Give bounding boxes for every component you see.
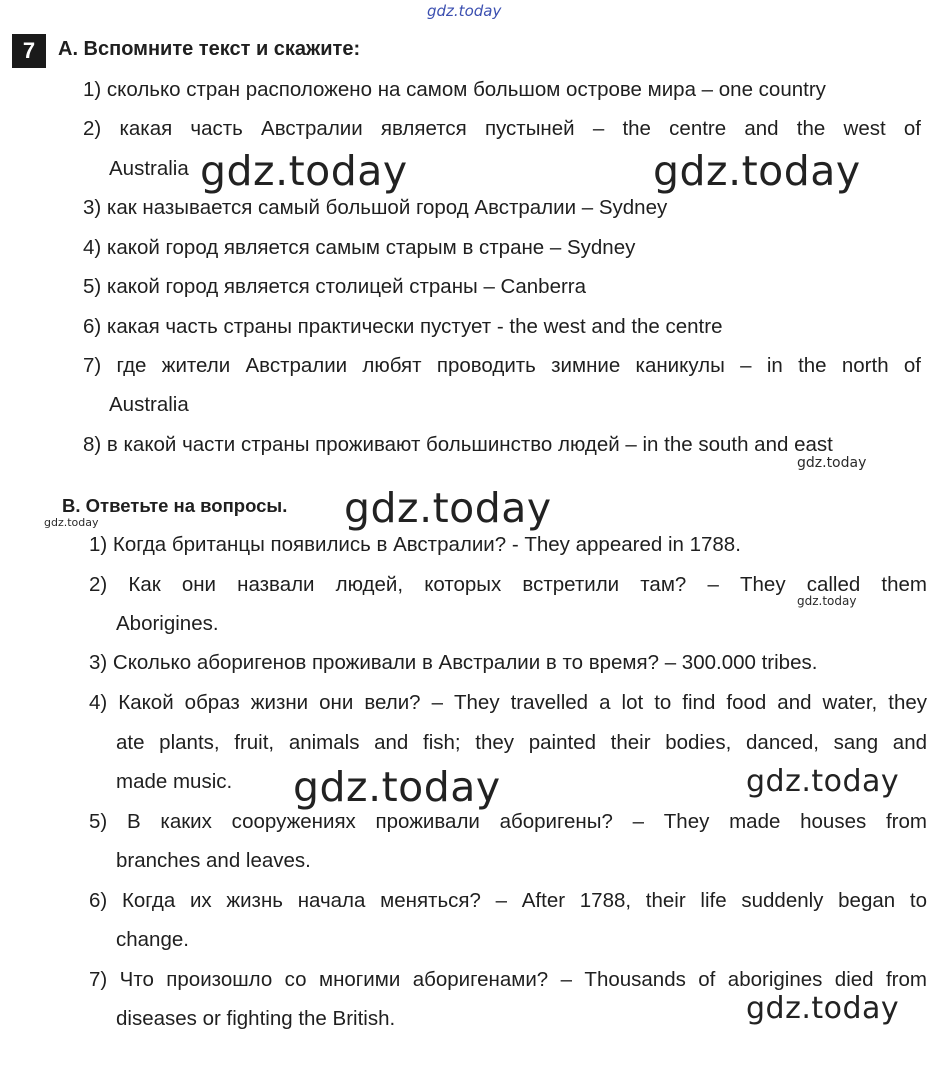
section-b-item: 4) Какой образ жизни они вели? – They travelled a lot to find food and water, they: [89, 691, 927, 714]
section-b-item: 1) Когда британцы появились в Австралии? - They appeared in 1788.: [89, 533, 741, 556]
section-b-item: 2) Как они назвали людей, которых встретили там? – They called them: [89, 573, 927, 596]
section-a-item: 1) сколько стран расположено на самом большом острове мира – one country: [83, 78, 826, 101]
section-a-item: 4) какой город является самым старым в стране – Sydney: [83, 236, 636, 259]
section-b-item: 5) В каких сооружениях проживали аборигены? – They made houses from: [89, 810, 927, 833]
section-a-item: 3) как называется самый большой город Австралии – Sydney: [83, 196, 668, 219]
section-b-item-continuation: change.: [116, 928, 189, 951]
watermark-small: gdz.today: [797, 594, 857, 608]
watermark-small: gdz.today: [44, 516, 99, 529]
section-b-item: 3) Сколько аборигенов проживали в Австралии в то время? – 300.000 tribes.: [89, 651, 818, 674]
watermark-small: gdz.today: [797, 455, 867, 471]
watermark: gdz.today: [200, 147, 408, 195]
section-b-item-continuation: Aborigines.: [116, 612, 219, 635]
watermark: gdz.today: [746, 764, 900, 799]
section-b-title: В. Ответьте на вопросы.: [62, 495, 288, 516]
exercise-number-badge: 7: [12, 34, 46, 68]
section-a-item: 8) в какой части страны проживают большинство людей – in the south and east: [83, 433, 833, 456]
section-a-item-continuation: Australia: [109, 157, 189, 180]
watermark: gdz.today: [344, 484, 552, 532]
section-b-item-continuation: branches and leaves.: [116, 849, 311, 872]
watermark: gdz.today: [746, 991, 900, 1026]
section-b-item: 7) Что произошло со многими аборигенами? – Thousands of aborigines died from: [89, 968, 927, 991]
section-a-item: 2) какая часть Австралии является пустыней – the centre and the west of: [83, 117, 921, 140]
section-b-item-continuation: diseases or fighting the British.: [116, 1007, 396, 1030]
watermark-top: gdz.today: [427, 2, 502, 20]
section-a-item-continuation: Australia: [109, 393, 189, 416]
watermark: gdz.today: [653, 147, 861, 195]
section-b-item-continuation: ate plants, fruit, animals and fish; they painted their bodies, danced, sang and: [116, 731, 927, 754]
section-a-item: 6) какая часть страны практически пустует - the west and the centre: [83, 315, 723, 338]
section-a-item: 7) где жители Австралии любят проводить зимние каникулы – in the north of: [83, 354, 921, 377]
section-a-title: А. Вспомните текст и скажите:: [58, 38, 361, 60]
section-b-item-continuation: made music.: [116, 770, 233, 793]
section-a-item: 5) какой город является столицей страны – Canberra: [83, 275, 587, 298]
watermark: gdz.today: [293, 763, 501, 811]
section-b-item: 6) Когда их жизнь начала меняться? – After 1788, their life suddenly began to: [89, 889, 927, 912]
